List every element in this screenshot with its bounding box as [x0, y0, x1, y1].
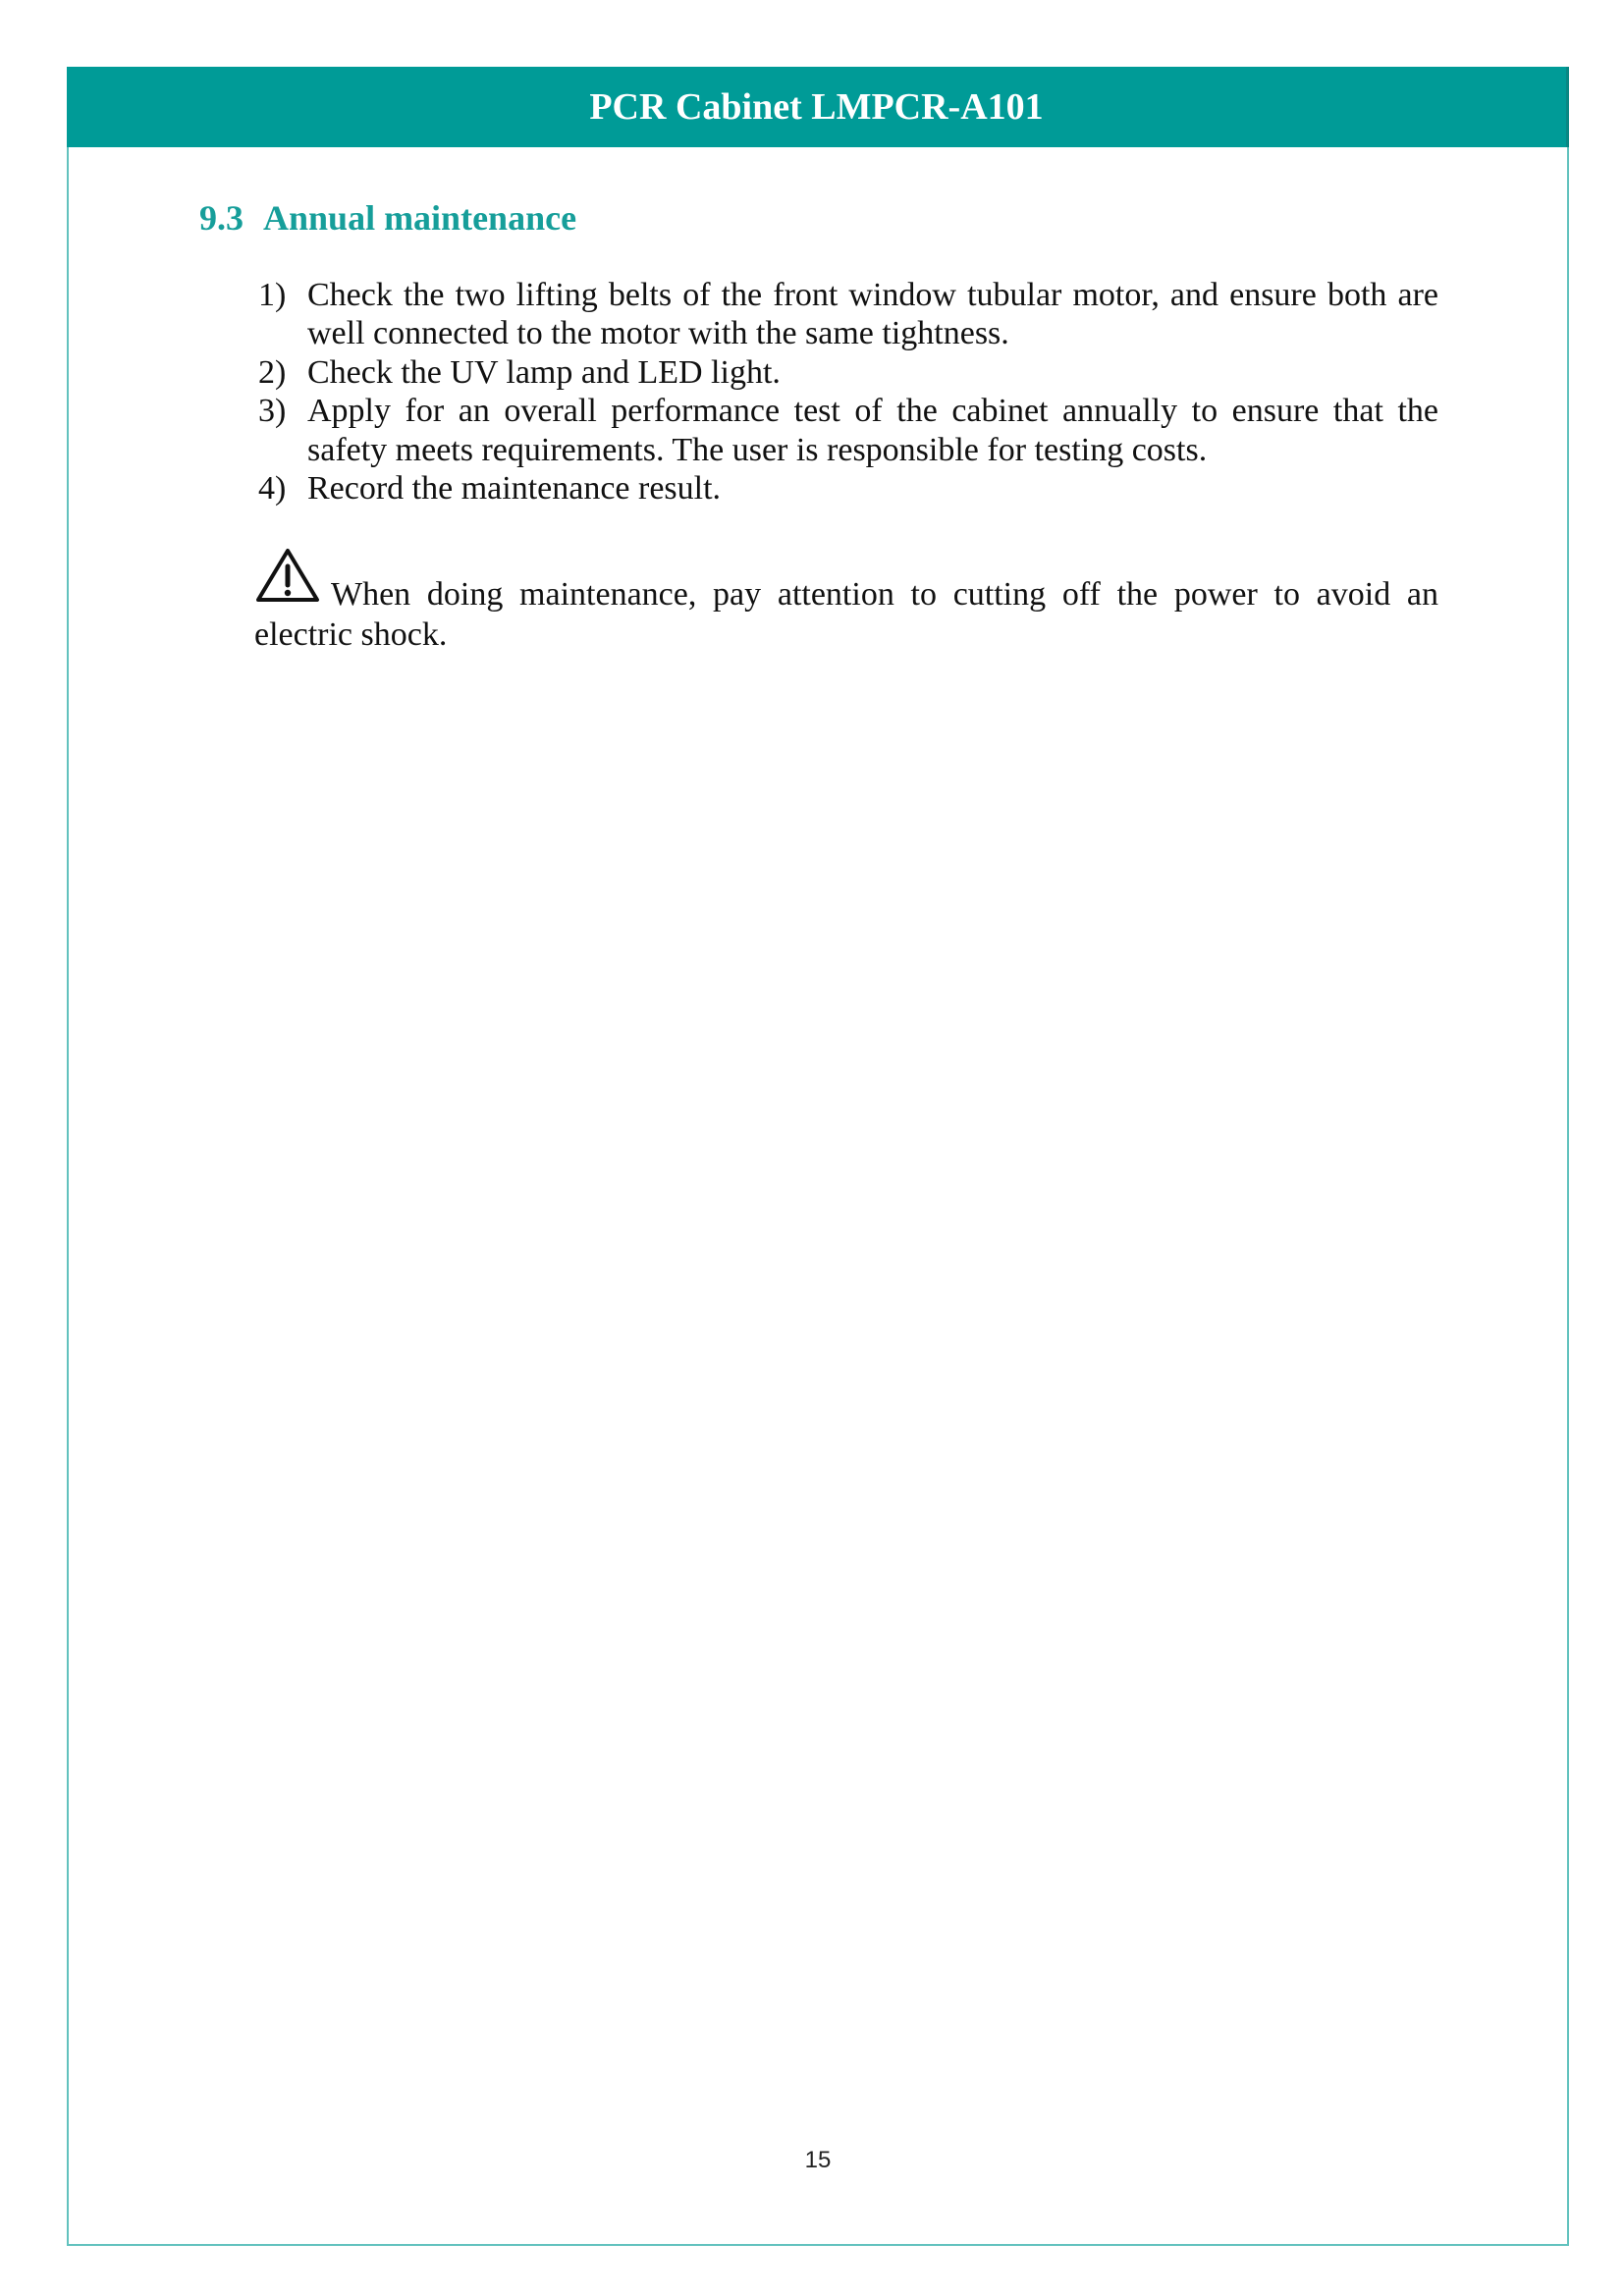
page-number: 15: [804, 2147, 832, 2173]
header-bar: [67, 67, 1569, 147]
maintenance-steps-list: [258, 276, 1438, 507]
step-number: 4): [258, 470, 287, 507]
list-item: [258, 392, 1438, 469]
step-text: Check the UV lamp and LED light.: [307, 353, 781, 391]
step-number: 2): [258, 353, 287, 391]
exclamation-dot: [285, 590, 291, 596]
step-number: 1): [258, 277, 287, 313]
section-title: Annual maintenance: [263, 198, 577, 238]
list-item: [258, 353, 1438, 392]
warning-text: When doing maintenance, pay attention to cutting off the power to avoid an electric shock.: [254, 576, 1438, 653]
document-title: PCR Cabinet LMPCR-A101: [589, 86, 1044, 128]
list-item: [258, 469, 1438, 507]
warning-triangle-graphic: [254, 546, 321, 605]
warning-triangle-icon: [254, 546, 321, 605]
step-number: 3): [258, 393, 287, 430]
warning-note: [254, 575, 1438, 655]
list-item: [258, 276, 1438, 353]
step-text: Apply for an overall performance test of the cabinet annually to ensure that the safety meets requirements. The user is responsible for testing costs.: [307, 393, 1438, 468]
section-number: 9.3: [199, 198, 244, 238]
step-text: Check the two lifting belts of the front window tubular motor, and ensure both are well connected to the motor with the same tightness.: [307, 277, 1438, 352]
section-heading: [199, 196, 576, 240]
step-text: Record the maintenance result.: [307, 470, 722, 507]
